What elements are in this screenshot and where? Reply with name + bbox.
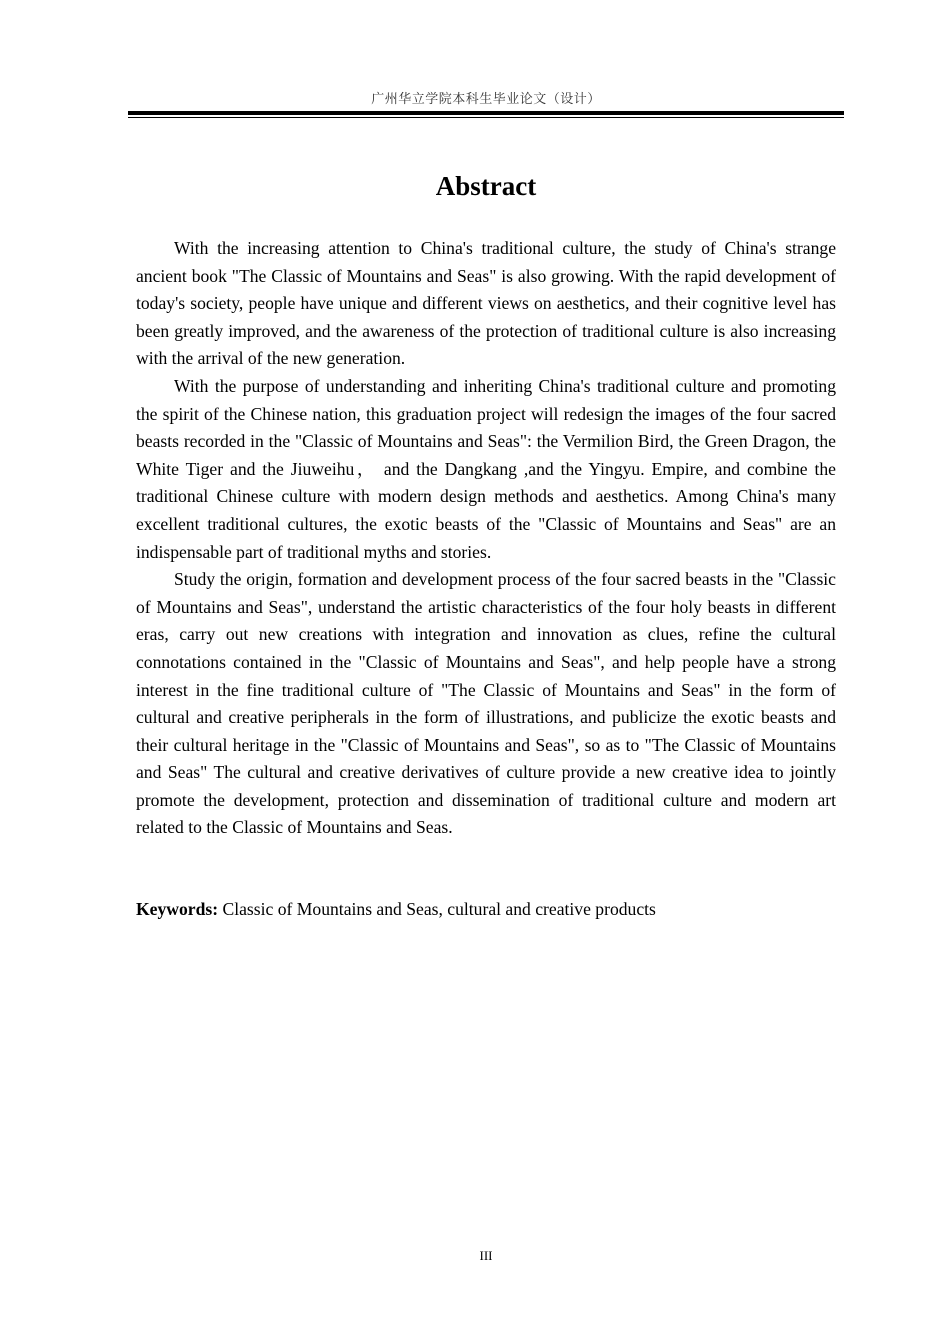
page-number: III bbox=[479, 1248, 493, 1263]
abstract-paragraph-2: With the purpose of understanding and inheriting China's traditional culture and promoting the spirit of the Chinese nation, this graduation project will redesign the images of the four sacred beasts recorded in the "Classic of Mountains and Seas": the Vermilion Bird, the Green Dragon, the White Tiger and the Jiuweihu， and the Dangkang ,and the Yingyu. Empire, and combine the traditional Chinese culture with modern design methods and aesthetics. Among China's many excellent traditional cultures, the exotic beasts of the "Classic of Mountains and Seas" are an indispensable part of traditional myths and stories. bbox=[136, 375, 836, 562]
keywords-line bbox=[136, 896, 836, 923]
header-rule-thin bbox=[128, 117, 844, 118]
abstract-title: Abstract bbox=[435, 171, 537, 201]
abstract-body bbox=[136, 235, 836, 842]
keywords-label: Keywords: bbox=[136, 899, 219, 919]
header-rule-thick bbox=[128, 111, 844, 115]
keywords-text: Classic of Mountains and Seas, cultural and creative products bbox=[222, 899, 656, 919]
abstract-paragraph-3: Study the origin, formation and development process of the four sacred beasts in the "Classic of Mountains and Seas", understand the artistic characteristics of the four holy beasts in different eras, carry out new creations with integration and innovation as clues, refine the cultural connotations contained in the "Classic of Mountains and Seas", and help people have a strong interest in the fine traditional culture of "The Classic of Mountains and Seas" in the form of cultural and creative peripherals in the form of illustrations, and publicize the exotic beasts and their cultural heritage in the "Classic of Mountains and Seas", so as to "The Classic of Mountains and Seas" The cultural and creative derivatives of culture provide a new creative idea to jointly promote the development, protection and dissemination of traditional culture and modern art related to the Classic of Mountains and Seas. bbox=[136, 569, 836, 838]
abstract-paragraph-1: With the increasing attention to China's traditional culture, the study of China's strange ancient book "The Classic of Mountains and Seas" is also growing. With the rapid development of today's society, people have unique and different views on aesthetics, and their cognitive level has been greatly improved, and the awareness of the protection of traditional culture is also increasing with the arrival of the new generation. bbox=[136, 238, 836, 369]
running-header: 广州华立学院本科生毕业论文（设计） bbox=[371, 92, 601, 107]
